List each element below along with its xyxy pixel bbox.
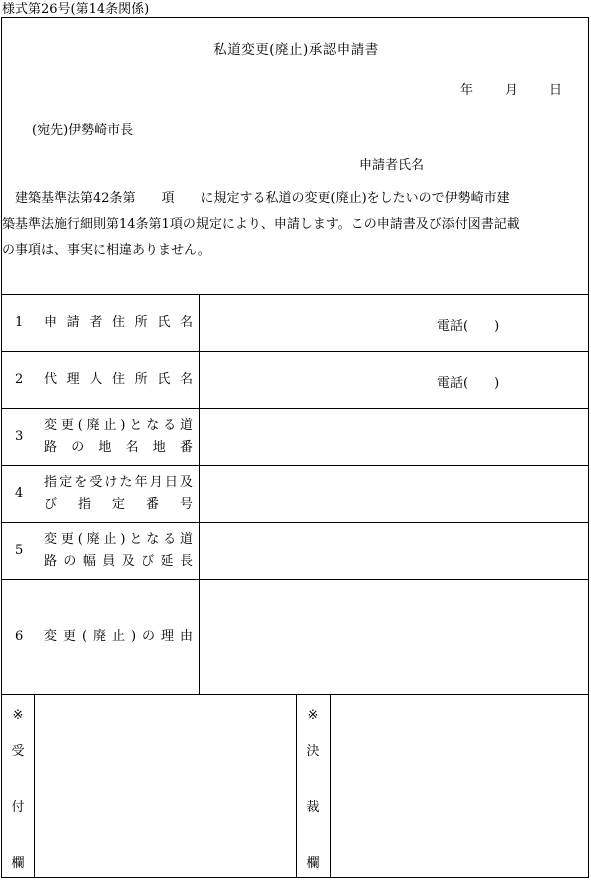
table-rule	[2, 294, 589, 295]
declaration-text	[2, 186, 590, 264]
row-number: 1	[15, 315, 24, 330]
table-rule	[2, 579, 589, 580]
table-rule	[2, 465, 589, 466]
date-day: 日	[549, 83, 563, 98]
application-form	[1, 17, 589, 878]
reception-char: 受	[11, 744, 25, 759]
declaration-line: 建築基準法第42条第 項 に規定する私道の変更(廃止)をしたいので伊勢崎市建	[2, 191, 510, 206]
form-number-label: 様式第26号(第14条関係)	[2, 2, 150, 17]
row-label: 変更(廃止)の理由	[44, 629, 193, 644]
row-number: 3	[15, 429, 24, 444]
column-divider	[330, 694, 331, 878]
declaration-line: の事項は、事実に相違ありません。	[2, 243, 211, 258]
approval-char: 裁	[306, 800, 320, 815]
row-number: 5	[15, 543, 24, 558]
row-number: 4	[15, 486, 24, 501]
row-label: 代理人住所氏名	[44, 372, 193, 387]
date-month: 月	[505, 83, 519, 98]
declaration-line: 築基準法施行細則第14条第1項の規定により、申請します。この申請書及び添付図書記載	[2, 217, 520, 232]
row-label: 変更(廃止)となる道	[44, 418, 193, 433]
table-rule	[2, 522, 589, 523]
row-label: 変更(廃止)となる道	[44, 532, 193, 547]
approval-column	[299, 694, 327, 878]
approval-char: 決	[306, 744, 320, 759]
note-mark: ※	[12, 708, 24, 723]
form-title: 私道変更(廃止)承認申請書	[213, 42, 379, 58]
column-divider	[296, 694, 297, 878]
row-label: 路の地名地番	[44, 440, 193, 455]
date-year: 年	[460, 83, 474, 98]
row-label: 申請者住所氏名	[44, 315, 193, 330]
column-divider	[199, 294, 200, 694]
reception-column	[4, 694, 32, 878]
reception-char: 付	[11, 800, 25, 815]
row-number: 6	[15, 629, 24, 644]
column-divider	[34, 694, 35, 878]
row-label: 路の幅員及び延長	[44, 554, 193, 569]
note-mark: ※	[307, 708, 319, 723]
reception-char: 欄	[11, 856, 25, 871]
approval-char: 欄	[306, 856, 320, 871]
table-rule	[2, 408, 589, 409]
phone-field[interactable]: 電話( )	[437, 376, 500, 391]
row-label: 指定を受けた年月日及	[44, 475, 193, 490]
table-rule	[2, 351, 589, 352]
row-label: び指定番号	[44, 497, 193, 512]
addressee: (宛先)伊勢崎市長	[32, 123, 134, 138]
phone-field[interactable]: 電話( )	[437, 319, 500, 334]
row-number: 2	[15, 372, 24, 387]
applicant-name-label: 申請者氏名	[359, 158, 425, 173]
